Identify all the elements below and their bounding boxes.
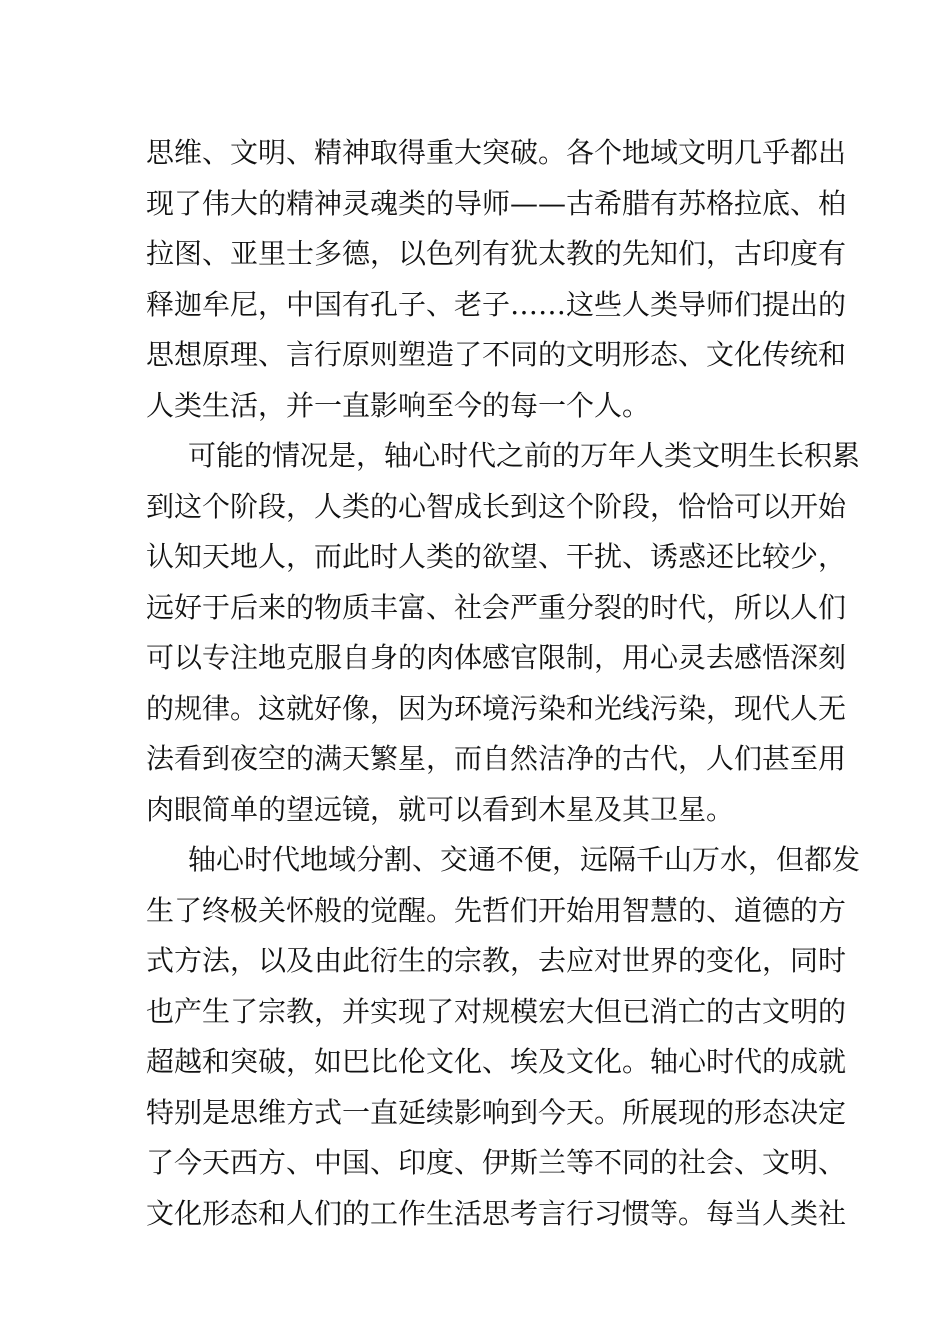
paragraph-line: 释迦牟尼，中国有孔子、老子……这些人类导师们提出的 — [146, 287, 847, 321]
paragraph-line: 人类生活，并一直影响至今的每一个人。 — [146, 388, 651, 422]
paragraph-line: 特别是思维方式一直延续影响到今天。所展现的形态决定 — [146, 1095, 847, 1129]
paragraph-2 — [146, 431, 861, 835]
paragraph-line: 可能的情况是，轴心时代之前的万年人类文明生长积累 — [188, 439, 861, 472]
paragraph-line: 远好于后来的物质丰富、社会严重分裂的时代，所以人们 — [146, 590, 847, 624]
paragraph-line: 了今天西方、中国、印度、伊斯兰等不同的社会、文明、 — [146, 1146, 847, 1179]
paragraph-line: 超越和突破，如巴比伦文化、埃及文化。轴心时代的成就 — [146, 1045, 847, 1078]
paragraph-1 — [146, 128, 847, 431]
paragraph-line: 法看到夜空的满天繁星，而自然洁净的古代，人们甚至用 — [146, 742, 847, 775]
paragraph-line: 可以专注地克服自身的肉体感官限制，用心灵去感悟深刻 — [146, 641, 847, 674]
paragraph-line: 现了伟大的精神灵魂类的导师——古希腊有苏格拉底、柏 — [146, 186, 847, 220]
paragraph-line: 拉图、亚里士多德，以色列有犹太教的先知们，古印度有 — [146, 237, 847, 270]
paragraph-line: 轴心时代地域分割、交通不便，远隔千山万水，但都发 — [188, 843, 861, 876]
body-text — [146, 128, 861, 1239]
paragraph-line: 式方法，以及由此衍生的宗教，去应对世界的变化，同时 — [146, 944, 847, 977]
paragraph-line: 生了终极关怀般的觉醒。先哲们开始用智慧的、道德的方 — [146, 893, 847, 927]
paragraph-line: 文化形态和人们的工作生活思考言行习惯等。每当人类社 — [146, 1196, 847, 1230]
paragraph-line: 思想原理、言行原则塑造了不同的文明形态、文化传统和 — [146, 338, 847, 371]
paragraph-line: 思维、文明、精神取得重大突破。各个地域文明几乎都出 — [146, 136, 847, 169]
paragraph-line: 也产生了宗教，并实现了对规模宏大但已消亡的古文明的 — [146, 994, 847, 1028]
paragraph-line: 的规律。这就好像，因为环境污染和光线污染，现代人无 — [146, 691, 847, 725]
paragraph-line: 肉眼简单的望远镜，就可以看到木星及其卫星。 — [146, 792, 735, 826]
paragraph-line: 到这个阶段，人类的心智成长到这个阶段，恰恰可以开始 — [146, 489, 847, 523]
paragraph-3 — [146, 835, 861, 1239]
paragraph-line: 认知天地人，而此时人类的欲望、干扰、诱惑还比较少， — [146, 540, 847, 573]
